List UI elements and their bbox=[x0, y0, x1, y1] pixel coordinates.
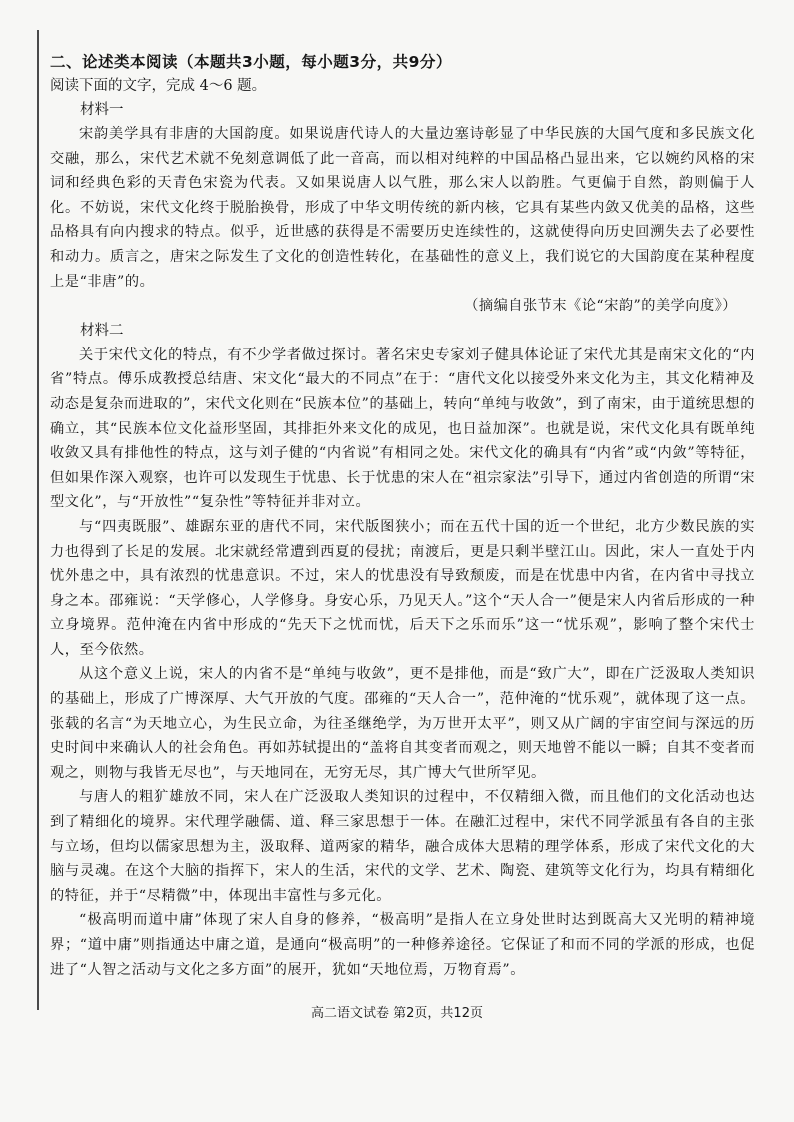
material-two-label: 材料二 bbox=[80, 322, 124, 339]
material-two-paragraph-3: 从这个意义上说，宋人的内省不是“单纯与收敛”，更不是排他，而是“致广大”，即在广泛汲取人类知识的基础上，形成了广博深厚、大气开放的气度。邵雍的“天人合一”，范仲淹的“忧乐观”，就体现了这一点。张载的名言“为天地立心，为生民立命，为往圣继绝学，为万世开太平”，则又从广阔的宇宙空间与深远的历史时间中来确认人的社会角色。再如苏轼提出的“盖将自其变者而观之，则天地曾不能以一瞬；自其不变者而观之，则物与我皆无尽也”，与天地同在，无穷无尽，其广博大气世所罕见。 bbox=[50, 666, 755, 781]
material-one-label: 材料一 bbox=[80, 102, 124, 118]
material-one-source: （摘编自张节末《论“宋韵”的美学向度》） bbox=[464, 298, 737, 315]
page-content bbox=[50, 50, 755, 982]
section-title: 二、论述类本阅读（本题共3小题，每小题3分，共9分） bbox=[50, 53, 452, 71]
binding-margin-line bbox=[37, 30, 39, 1010]
reading-instruction: 阅读下面的文字，完成 4～6 题。 bbox=[50, 78, 267, 94]
material-two-paragraph-2: 与“四夷既服”、雄踞东亚的唐代不同，宋代版图狭小；而在五代十国的近一个世纪，北方少数民族的实力也得到了长足的发展。北宋就经常遭到西夏的侵扰；南渡后，更是只剩半壁江山。因此，宋人一直处于内忧外患之中，具有浓烈的忧患意识。不过，宋人的忧患没有导致颓废，而是在忧患中内省，在内省中寻找立身之本。邵雍说：“天学修心，人学修身。身安心乐，乃见天人。”这个“天人合一”便是宋人内省后形成的一种立身境界。范仲淹在内省中形成的“先天下之忧而忧，后天下之乐而乐”这一“忧乐观”，影响了整个宋代士人，至今依然。 bbox=[50, 518, 755, 658]
material-two-paragraph-1: 关于宋代文化的特点，有不少学者做过探讨。著名宋史专家刘子健具体论证了宋代尤其是南宋文化的“内省”特点。傅乐成教授总结唐、宋文化“最大的不同点”在于：“唐代文化以接受外来文化为主，其文化精神及动态是复杂而进取的”，宋代文化则在“民族本位”的基础上，转向“单纯与收敛”，到了南宋，由于道统思想的确立，其“民族本位文化益形坚固，其排拒外来文化的成见，也日益加深”。也就是说，宋代文化具有既单纯收敛又具有排他性的特点，这与刘子健的“内省说”有相同之处。宋代文化的确具有“内省”或“内敛”等特征，但如果作深入观察，也许可以发现生于忧患、长于忧患的宋人在“祖宗家法”引导下，通过内省创造的所谓“宋型文化”，与“开放性”“复杂性”等特征并非对立。 bbox=[50, 346, 755, 511]
material-one-paragraph: 宋韵美学具有非唐的大国韵度。如果说唐代诗人的大量边塞诗彰显了中华民族的大国气度和多民族文化交融，那么，宋代艺术就不免刻意调低了此一音高，而以相对纯粹的中国品格凸显出来，它以婉约风格的宋词和经典色彩的天青色宋瓷为代表。又如果说唐人以气胜，那么宋人以韵胜。气更偏于自然，韵则偏于人化。不妨说，宋代文化终于脱胎换骨，形成了中华文明传统的新内核，它具有某些内敛又优美的品格，这些品格具有向内搜求的特点。似乎，近世感的获得是不需要历史连续性的，这就使得向历史回溯失去了必要性和动力。质言之，唐宋之际发生了文化的创造性转化，在基础性的意义上，我们说它的大国韵度在某种程度上是“非唐”的。 bbox=[50, 126, 755, 290]
page-footer: 高二语文试卷 第2页，共12页 bbox=[311, 1006, 483, 1021]
material-two-paragraph-5: “极高明而道中庸”体现了宋人自身的修养，“极高明”是指人在立身处世时达到既高大又光明的精神境界；“道中庸”则指通达中庸之道，是通向“极高明”的一种修养途径。它保证了和而不同的学派的形成，也促进了“人智之活动与文化之多方面”的展开，犹如“天地位焉，万物育焉”。 bbox=[50, 912, 755, 978]
material-two-paragraph-4: 与唐人的粗犷雄放不同，宋人在广泛汲取人类知识的过程中，不仅精细入微，而且他们的文化活动也达到了精细化的境界。宋代理学融儒、道、释三家思想于一体。在融汇过程中，宋代不同学派虽有各自的主张与立场，但均以儒家思想为主，汲取释、道两家的精华，融合成体大思精的理学体系，形成了宋代文化的大脑与灵魂。在这个大脑的指挥下，宋人的生活，宋代的文学、艺术、陶瓷、建筑等文化行为，均具有精细化的特征，并于“尽精微”中，体现出丰富性与多元化。 bbox=[50, 789, 755, 904]
